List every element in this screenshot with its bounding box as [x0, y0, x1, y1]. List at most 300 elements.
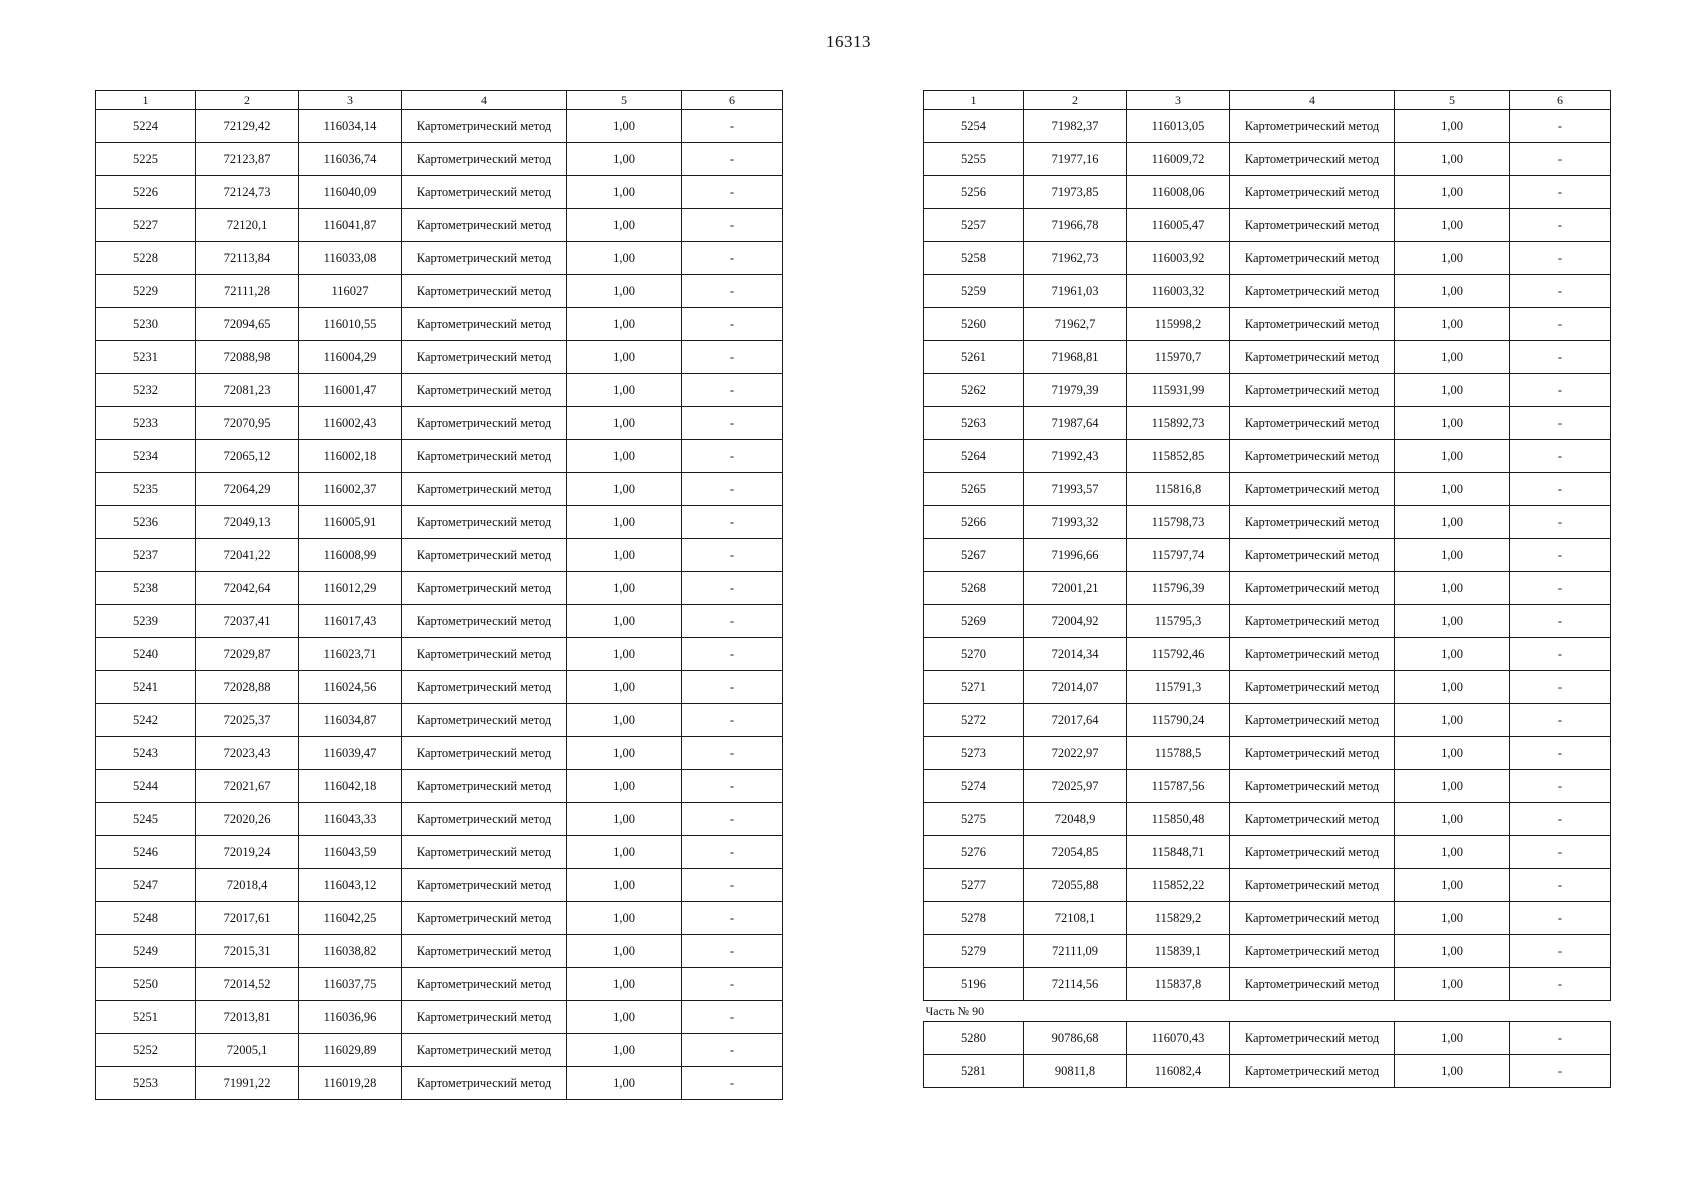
table-row	[96, 143, 783, 176]
table-cell: Картометрический метод	[402, 176, 567, 209]
table-cell: Картометрический метод	[402, 242, 567, 275]
table-cell: 116042,18	[299, 770, 402, 803]
table-cell: Картометрический метод	[1230, 968, 1395, 1001]
table-cell: 72070,95	[196, 407, 299, 440]
table-cell: -	[682, 968, 783, 1001]
table-cell: 5268	[924, 572, 1024, 605]
table-cell: Картометрический метод	[402, 638, 567, 671]
table-cell: 115852,22	[1127, 869, 1230, 902]
column-header: 1	[924, 91, 1024, 110]
table-cell: 5244	[96, 770, 196, 803]
table-cell: 1,00	[567, 1001, 682, 1034]
table-cell: Картометрический метод	[1230, 143, 1395, 176]
table-cell: 71979,39	[1024, 374, 1127, 407]
table-cell: 72065,12	[196, 440, 299, 473]
table-row	[96, 308, 783, 341]
table-cell: Картометрический метод	[402, 110, 567, 143]
table-cell: 72048,9	[1024, 803, 1127, 836]
table-cell: Картометрический метод	[1230, 836, 1395, 869]
table-cell: -	[682, 770, 783, 803]
table-cell: 71996,66	[1024, 539, 1127, 572]
table-row	[96, 1001, 783, 1034]
table-cell: 5196	[924, 968, 1024, 1001]
table-row	[924, 440, 1611, 473]
table-cell: 5265	[924, 473, 1024, 506]
column-header: 5	[567, 91, 682, 110]
table-cell: -	[1510, 605, 1611, 638]
table-row	[96, 869, 783, 902]
table-cell: -	[1510, 506, 1611, 539]
table-cell: -	[1510, 1055, 1611, 1088]
table-cell: 5237	[96, 539, 196, 572]
table-cell: 90811,8	[1024, 1055, 1127, 1088]
table-cell: -	[682, 110, 783, 143]
table-cell: 72088,98	[196, 341, 299, 374]
table-cell: 72081,23	[196, 374, 299, 407]
table-cell: 5224	[96, 110, 196, 143]
table-row	[924, 968, 1611, 1001]
table-cell: Картометрический метод	[1230, 638, 1395, 671]
table-cell: 115931,99	[1127, 374, 1230, 407]
table-cell: 116043,33	[299, 803, 402, 836]
table-row	[924, 671, 1611, 704]
table-cell: 5261	[924, 341, 1024, 374]
table-cell: 1,00	[567, 242, 682, 275]
table-cell: 5267	[924, 539, 1024, 572]
table-cell: -	[1510, 209, 1611, 242]
table-row	[924, 209, 1611, 242]
table-cell: -	[682, 209, 783, 242]
table-row	[924, 539, 1611, 572]
table-cell: 71987,64	[1024, 407, 1127, 440]
table-cell: 1,00	[567, 803, 682, 836]
table-cell: 1,00	[567, 770, 682, 803]
table-cell: -	[682, 341, 783, 374]
table-cell: -	[682, 803, 783, 836]
table-cell: 115791,3	[1127, 671, 1230, 704]
table-cell: 5275	[924, 803, 1024, 836]
table-row	[96, 275, 783, 308]
table-row	[924, 935, 1611, 968]
table-cell: Картометрический метод	[402, 737, 567, 770]
table-cell: 72020,26	[196, 803, 299, 836]
table-cell: Картометрический метод	[402, 374, 567, 407]
table-cell: Картометрический метод	[1230, 902, 1395, 935]
table-cell: 72113,84	[196, 242, 299, 275]
table-row	[924, 176, 1611, 209]
table-cell: 5235	[96, 473, 196, 506]
table-cell: 71962,7	[1024, 308, 1127, 341]
table-cell: 5233	[96, 407, 196, 440]
table-cell: -	[1510, 341, 1611, 374]
table-cell: 72004,92	[1024, 605, 1127, 638]
table-cell: 72064,29	[196, 473, 299, 506]
column-header: 2	[196, 91, 299, 110]
table-cell: 116009,72	[1127, 143, 1230, 176]
table-cell: -	[1510, 671, 1611, 704]
table-row	[96, 110, 783, 143]
table-row	[96, 1034, 783, 1067]
table-cell: 5248	[96, 902, 196, 935]
left-table-body	[96, 110, 783, 1100]
table-cell: Картометрический метод	[1230, 374, 1395, 407]
table-cell: 116008,99	[299, 539, 402, 572]
table-cell: 116002,18	[299, 440, 402, 473]
table-cell: 5250	[96, 968, 196, 1001]
table-cell: 116027	[299, 275, 402, 308]
table-cell: -	[1510, 1022, 1611, 1055]
table-cell: 72022,97	[1024, 737, 1127, 770]
table-row	[96, 704, 783, 737]
table-cell: 72029,87	[196, 638, 299, 671]
table-cell: 5234	[96, 440, 196, 473]
table-cell: 5253	[96, 1067, 196, 1100]
table-cell: 1,00	[567, 209, 682, 242]
table-row	[924, 737, 1611, 770]
table-cell: Картометрический метод	[1230, 209, 1395, 242]
table-cell: -	[682, 572, 783, 605]
table-cell: -	[682, 176, 783, 209]
table-cell: 5276	[924, 836, 1024, 869]
table-cell: 116041,87	[299, 209, 402, 242]
table-header-row	[924, 91, 1611, 110]
table-cell: 1,00	[567, 341, 682, 374]
table-row	[96, 638, 783, 671]
table-cell: 1,00	[567, 1067, 682, 1100]
table-cell: 5229	[96, 275, 196, 308]
table-cell: 72017,61	[196, 902, 299, 935]
table-cell: 116024,56	[299, 671, 402, 704]
table-cell: 72114,56	[1024, 968, 1127, 1001]
table-cell: Картометрический метод	[402, 473, 567, 506]
table-cell: 5230	[96, 308, 196, 341]
table-cell: 116033,08	[299, 242, 402, 275]
page-number: 16313	[826, 32, 871, 51]
table-cell: 1,00	[1395, 902, 1510, 935]
table-cell: 71968,81	[1024, 341, 1127, 374]
table-cell: 5255	[924, 143, 1024, 176]
table-cell: 72028,88	[196, 671, 299, 704]
column-header: 3	[299, 91, 402, 110]
table-cell: 1,00	[1395, 1022, 1510, 1055]
table-row	[96, 407, 783, 440]
table-cell: 1,00	[1395, 638, 1510, 671]
table-row	[924, 110, 1611, 143]
table-cell: -	[682, 539, 783, 572]
table-cell: 1,00	[1395, 374, 1510, 407]
table-cell: -	[682, 1067, 783, 1100]
section-label: Часть № 90	[924, 1001, 1611, 1022]
table-cell: 1,00	[1395, 506, 1510, 539]
table-cell: 5279	[924, 935, 1024, 968]
table-row	[96, 572, 783, 605]
section-row	[924, 1001, 1611, 1022]
table-cell: -	[1510, 935, 1611, 968]
table-cell: 1,00	[567, 869, 682, 902]
table-cell: Картометрический метод	[1230, 671, 1395, 704]
table-cell: -	[1510, 836, 1611, 869]
table-cell: 1,00	[567, 473, 682, 506]
table-cell: 5266	[924, 506, 1024, 539]
table-cell: 116013,05	[1127, 110, 1230, 143]
table-cell: 72023,43	[196, 737, 299, 770]
table-cell: Картометрический метод	[402, 704, 567, 737]
table-cell: 116043,59	[299, 836, 402, 869]
column-header: 4	[1230, 91, 1395, 110]
table-cell: 71993,57	[1024, 473, 1127, 506]
table-row	[96, 803, 783, 836]
table-cell: Картометрический метод	[1230, 704, 1395, 737]
table-cell: Картометрический метод	[402, 869, 567, 902]
table-cell: 5251	[96, 1001, 196, 1034]
table-cell: 116034,14	[299, 110, 402, 143]
table-cell: 1,00	[1395, 341, 1510, 374]
table-row	[96, 440, 783, 473]
table-row	[924, 869, 1611, 902]
table-cell: 5281	[924, 1055, 1024, 1088]
table-cell: 71993,32	[1024, 506, 1127, 539]
table-cell: -	[682, 869, 783, 902]
table-cell: 116003,32	[1127, 275, 1230, 308]
table-cell: 5226	[96, 176, 196, 209]
table-cell: 72108,1	[1024, 902, 1127, 935]
table-cell: 72111,28	[196, 275, 299, 308]
table-cell: 90786,68	[1024, 1022, 1127, 1055]
table-cell: 1,00	[567, 968, 682, 1001]
table-cell: -	[1510, 176, 1611, 209]
table-cell: 5269	[924, 605, 1024, 638]
table-cell: 5258	[924, 242, 1024, 275]
table-cell: Картометрический метод	[402, 671, 567, 704]
table-cell: 116001,47	[299, 374, 402, 407]
table-cell: 5280	[924, 1022, 1024, 1055]
table-cell: Картометрический метод	[1230, 275, 1395, 308]
table-cell: 5273	[924, 737, 1024, 770]
table-cell: Картометрический метод	[1230, 605, 1395, 638]
table-cell: 5264	[924, 440, 1024, 473]
table-cell: 72025,97	[1024, 770, 1127, 803]
table-cell: -	[1510, 539, 1611, 572]
table-cell: 1,00	[1395, 539, 1510, 572]
table-cell: -	[1510, 770, 1611, 803]
table-cell: 116036,74	[299, 143, 402, 176]
table-cell: 115792,46	[1127, 638, 1230, 671]
table-cell: 116043,12	[299, 869, 402, 902]
table-cell: 72014,34	[1024, 638, 1127, 671]
table-cell: 116082,4	[1127, 1055, 1230, 1088]
table-cell: 115850,48	[1127, 803, 1230, 836]
table-cell: 1,00	[567, 110, 682, 143]
table-cell: 116005,47	[1127, 209, 1230, 242]
table-cell: 5231	[96, 341, 196, 374]
table-cell: 115852,85	[1127, 440, 1230, 473]
table-cell: 72042,64	[196, 572, 299, 605]
table-cell: -	[1510, 440, 1611, 473]
table-cell: 1,00	[1395, 572, 1510, 605]
table-cell: 5228	[96, 242, 196, 275]
table-cell: -	[1510, 407, 1611, 440]
table-cell: 5274	[924, 770, 1024, 803]
table-cell: 5240	[96, 638, 196, 671]
table-cell: Картометрический метод	[402, 902, 567, 935]
table-cell: 1,00	[567, 638, 682, 671]
table-cell: 5249	[96, 935, 196, 968]
table-cell: 1,00	[567, 275, 682, 308]
table-row	[924, 275, 1611, 308]
table-cell: Картометрический метод	[402, 407, 567, 440]
table-cell: 116008,06	[1127, 176, 1230, 209]
table-cell: 72041,22	[196, 539, 299, 572]
table-row	[924, 803, 1611, 836]
table-cell: 1,00	[567, 374, 682, 407]
table-cell: -	[1510, 143, 1611, 176]
table-cell: 116003,92	[1127, 242, 1230, 275]
table-cell: 5272	[924, 704, 1024, 737]
table-cell: 71962,73	[1024, 242, 1127, 275]
table-cell: -	[1510, 968, 1611, 1001]
table-cell: -	[1510, 704, 1611, 737]
table-cell: Картометрический метод	[1230, 869, 1395, 902]
table-cell: -	[682, 638, 783, 671]
table-cell: 115816,8	[1127, 473, 1230, 506]
table-cell: 5252	[96, 1034, 196, 1067]
table-cell: 1,00	[567, 902, 682, 935]
table-cell: 1,00	[1395, 803, 1510, 836]
table-cell: 5232	[96, 374, 196, 407]
table-row	[96, 836, 783, 869]
table-cell: 72014,07	[1024, 671, 1127, 704]
table-row	[924, 473, 1611, 506]
table-cell: 72054,85	[1024, 836, 1127, 869]
table-cell: 72017,64	[1024, 704, 1127, 737]
table-cell: 72124,73	[196, 176, 299, 209]
table-cell: 116019,28	[299, 1067, 402, 1100]
table-cell: Картометрический метод	[402, 539, 567, 572]
table-cell: 116010,55	[299, 308, 402, 341]
table-cell: 1,00	[567, 605, 682, 638]
table-cell: 72120,1	[196, 209, 299, 242]
table-cell: 116037,75	[299, 968, 402, 1001]
table-cell: 1,00	[1395, 275, 1510, 308]
table-cell: 72055,88	[1024, 869, 1127, 902]
table-cell: 5277	[924, 869, 1024, 902]
column-header: 5	[1395, 91, 1510, 110]
table-cell: 116040,09	[299, 176, 402, 209]
table-cell: 72021,67	[196, 770, 299, 803]
table-cell: Картометрический метод	[402, 605, 567, 638]
table-cell: 115788,5	[1127, 737, 1230, 770]
table-cell: 115892,73	[1127, 407, 1230, 440]
table-cell: 1,00	[1395, 209, 1510, 242]
table-cell: 72037,41	[196, 605, 299, 638]
table-cell: 72049,13	[196, 506, 299, 539]
table-cell: Картометрический метод	[1230, 473, 1395, 506]
table-cell: 71977,16	[1024, 143, 1127, 176]
table-cell: -	[682, 605, 783, 638]
table-cell: 5245	[96, 803, 196, 836]
table-cell: 72025,37	[196, 704, 299, 737]
table-cell: 5257	[924, 209, 1024, 242]
table-cell: 116002,43	[299, 407, 402, 440]
table-cell: -	[682, 1034, 783, 1067]
table-cell: Картометрический метод	[1230, 407, 1395, 440]
table-cell: -	[682, 275, 783, 308]
table-cell: 1,00	[1395, 1055, 1510, 1088]
table-cell: Картометрический метод	[1230, 308, 1395, 341]
table-cell: 116005,91	[299, 506, 402, 539]
table-row	[96, 1067, 783, 1100]
table-row	[96, 374, 783, 407]
table-cell: Картометрический метод	[402, 275, 567, 308]
table-cell: 72111,09	[1024, 935, 1127, 968]
table-cell: 1,00	[1395, 605, 1510, 638]
table-cell: -	[1510, 638, 1611, 671]
table-header-row	[96, 91, 783, 110]
table-cell: 1,00	[1395, 143, 1510, 176]
table-cell: 1,00	[1395, 968, 1510, 1001]
table-row	[924, 605, 1611, 638]
table-cell: 1,00	[1395, 407, 1510, 440]
table-cell: Картометрический метод	[402, 506, 567, 539]
table-cell: Картометрический метод	[1230, 242, 1395, 275]
table-cell: 5242	[96, 704, 196, 737]
table-cell: 72019,24	[196, 836, 299, 869]
table-cell: 1,00	[1395, 704, 1510, 737]
table-cell: -	[682, 407, 783, 440]
table-row	[924, 770, 1611, 803]
table-row	[924, 572, 1611, 605]
table-cell: 116017,43	[299, 605, 402, 638]
table-row	[924, 506, 1611, 539]
table-cell: -	[682, 308, 783, 341]
table-cell: Картометрический метод	[402, 803, 567, 836]
table-cell: 115839,1	[1127, 935, 1230, 968]
table-cell: Картометрический метод	[1230, 572, 1395, 605]
table-cell: 5241	[96, 671, 196, 704]
column-header: 1	[96, 91, 196, 110]
table-cell: 72094,65	[196, 308, 299, 341]
table-cell: 116070,43	[1127, 1022, 1230, 1055]
table-cell: 1,00	[1395, 308, 1510, 341]
column-header: 6	[682, 91, 783, 110]
table-cell: 5260	[924, 308, 1024, 341]
table-cell: Картометрический метод	[402, 308, 567, 341]
table-row	[924, 1055, 1611, 1088]
table-cell: 115848,71	[1127, 836, 1230, 869]
table-cell: 1,00	[1395, 176, 1510, 209]
table-row	[96, 209, 783, 242]
column-header: 4	[402, 91, 567, 110]
coordinates-table-left	[95, 90, 783, 1100]
table-cell: -	[682, 242, 783, 275]
table-cell: 72005,1	[196, 1034, 299, 1067]
table-cell: -	[1510, 572, 1611, 605]
table-cell: 115998,2	[1127, 308, 1230, 341]
table-cell: 116038,82	[299, 935, 402, 968]
table-cell: 1,00	[1395, 836, 1510, 869]
table-cell: Картометрический метод	[402, 209, 567, 242]
table-cell: -	[682, 836, 783, 869]
table-cell: -	[1510, 308, 1611, 341]
table-cell: -	[682, 1001, 783, 1034]
table-cell: 1,00	[1395, 869, 1510, 902]
table-cell: 115798,73	[1127, 506, 1230, 539]
table-cell: 115787,56	[1127, 770, 1230, 803]
table-cell: Картометрический метод	[402, 935, 567, 968]
table-cell: 115970,7	[1127, 341, 1230, 374]
table-cell: Картометрический метод	[402, 1001, 567, 1034]
table-cell: 1,00	[567, 407, 682, 440]
